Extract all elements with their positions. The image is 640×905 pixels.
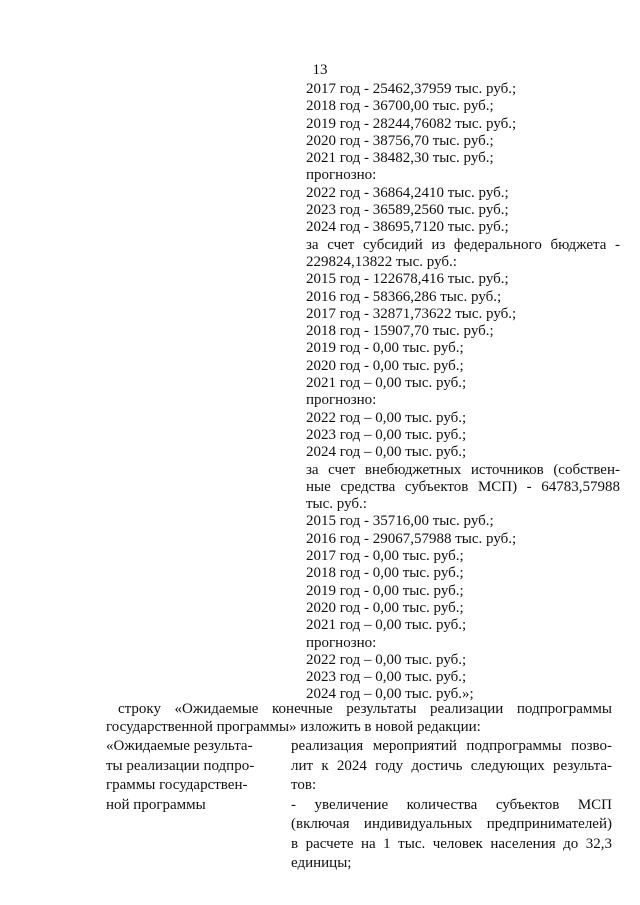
funding-line: 2017 год - 0,00 тыс. руб.;: [306, 548, 464, 565]
paragraph-line: строку «Ожидаемые конечные результаты реализации подпрограммы: [118, 701, 612, 717]
funding-line: за счет внебюджетных источников (собствен-: [306, 461, 620, 478]
amendment-paragraph: [106, 700, 612, 736]
funding-line: 2020 год - 0,00 тыс. руб.;: [306, 357, 464, 374]
paragraph-line: государственной программы» изложить в новой редакции:: [106, 719, 481, 735]
funding-line: 2015 год - 35716,00 тыс. руб.;: [306, 513, 494, 530]
funding-line: 2021 год – 0,00 тыс. руб.;: [306, 375, 467, 392]
funding-line: 2020 год - 0,00 тыс. руб.;: [306, 599, 464, 616]
label-line: ной программы: [106, 796, 206, 813]
funding-line: 2018 год - 0,00 тыс. руб.;: [306, 565, 464, 582]
funding-line: прогнозно:: [306, 392, 377, 409]
funding-line: 2020 год - 38756,70 тыс. руб.;: [306, 132, 494, 149]
funding-line: за счет субсидий из федерального бюджета -: [306, 236, 620, 253]
funding-line: 2023 год – 0,00 тыс. руб.;: [306, 669, 467, 686]
funding-line: 2016 год - 58366,286 тыс. руб.;: [306, 288, 502, 305]
funding-line: ные средства субъектов МСП) - 64783,57988: [306, 478, 620, 495]
content-line: лит к 2024 году достичь следующих результа-: [291, 757, 612, 774]
content-line: в расчете на 1 тыс. человек населения до 32,3: [291, 835, 612, 852]
funding-line: 2023 год - 36589,2560 тыс. руб.;: [306, 202, 509, 219]
funding-line: 2017 год - 25462,37959 тыс. руб.;: [306, 81, 517, 97]
content-line: единицы;: [291, 855, 352, 871]
funding-line: 2021 год - 38482,30 тыс. руб.;: [306, 150, 494, 167]
label-line: «Ожидаемые результа-: [106, 738, 253, 754]
funding-line: тыс. руб.:: [306, 496, 367, 513]
funding-line: 2024 год - 38695,7120 тыс. руб.;: [306, 219, 509, 236]
table-row-content: [291, 737, 612, 874]
content-line: - увеличение количества субъектов МСП: [291, 796, 612, 813]
label-line: ты реализации подпро-: [106, 757, 255, 774]
funding-line: 2017 год - 32871,73622 тыс. руб.;: [306, 305, 517, 322]
funding-line: прогнозно:: [306, 167, 377, 184]
content-line: реализация мероприятий подпрограммы позво-: [291, 738, 612, 754]
funding-line: 2024 год – 0,00 тыс. руб.;: [306, 444, 467, 461]
funding-line: 2018 год - 36700,00 тыс. руб.;: [306, 98, 494, 115]
funding-line: прогнозно:: [306, 634, 377, 651]
funding-line: 2021 год – 0,00 тыс. руб.;: [306, 617, 467, 634]
funding-line: 2019 год - 0,00 тыс. руб.;: [306, 340, 464, 357]
funding-line: 2019 год - 28244,76082 тыс. руб.;: [306, 115, 517, 132]
funding-line: 2022 год - 36864,2410 тыс. руб.;: [306, 184, 509, 201]
funding-line: 2022 год – 0,00 тыс. руб.;: [306, 651, 467, 668]
funding-line: 2023 год – 0,00 тыс. руб.;: [306, 426, 467, 443]
content-line: (включая индивидуальных предпринимателей): [291, 816, 612, 832]
funding-line: 229824,13822 тыс. руб.:: [306, 253, 457, 270]
funding-line: 2016 год - 29067,57988 тыс. руб.;: [306, 530, 517, 547]
funding-line: 2019 год - 0,00 тыс. руб.;: [306, 582, 464, 599]
funding-breakdown: [306, 81, 620, 704]
table-row-label: [106, 737, 276, 815]
label-line: граммы государствен-: [106, 777, 248, 793]
funding-line: 2018 год - 15907,70 тыс. руб.;: [306, 323, 494, 340]
content-line: тов:: [291, 777, 317, 793]
funding-line: 2015 год - 122678,416 тыс. руб.;: [306, 271, 509, 288]
funding-line: 2024 год – 0,00 тыс. руб.»;: [306, 686, 474, 703]
page-number: 13: [312, 62, 328, 78]
funding-line: 2022 год – 0,00 тыс. руб.;: [306, 409, 467, 426]
